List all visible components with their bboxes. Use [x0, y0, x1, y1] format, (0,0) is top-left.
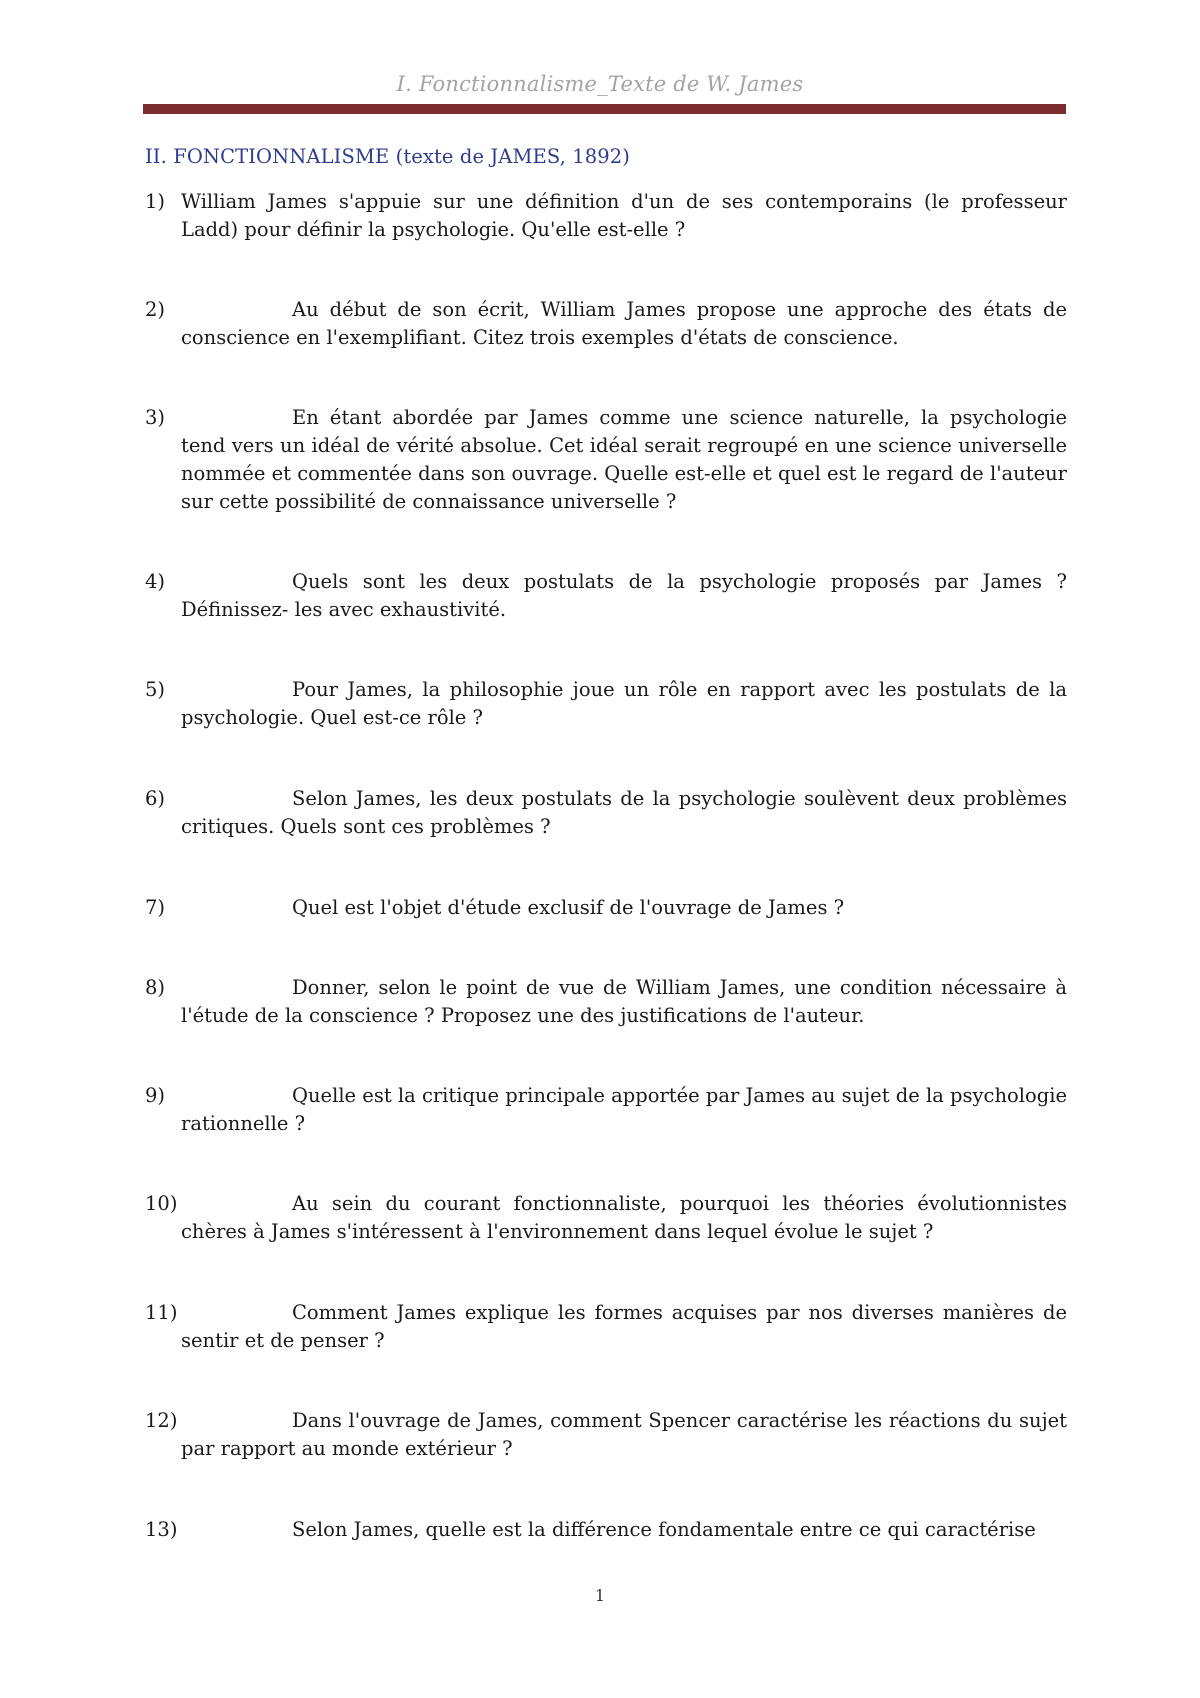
question-number: 4) [145, 570, 166, 593]
question-number: 6) [145, 787, 166, 810]
question-text: Dans l'ouvrage de James, comment Spencer caractérise les réactions du sujet par rapport au monde extérieur ? [181, 1409, 1067, 1460]
question-text: Selon James, quelle est la différence fondamentale entre ce qui caractérise [292, 1518, 1036, 1541]
question-number: 11) [145, 1301, 178, 1324]
question-item [145, 404, 1067, 516]
question-number: 1) [145, 190, 166, 213]
question-text: William James s'appuie sur une définition d'un de ses contemporains (le professeur Ladd) pour définir la psychologie. Qu'elle est-elle ? [181, 190, 1067, 241]
question-text: Donner, selon le point de vue de William James, une condition nécessaire à l'étude de la conscience ? Proposez une des justifications de l'auteur. [181, 976, 1067, 1027]
question-number: 12) [145, 1409, 178, 1432]
question-item [145, 676, 1067, 732]
question-text: Quelle est la critique principale apportée par James au sujet de la psychologie rationnelle ? [181, 1084, 1068, 1135]
question-text: En étant abordée par James comme une science naturelle, la psychologie tend vers un idéal de vérité absolue. Cet idéal serait regroupé en une science universelle nommée et commentée dans son ouvrage. Quelle est-elle et quel est le regard de l'auteur sur cette possibilité de connaissance universelle ? [181, 406, 1067, 513]
question-item [145, 188, 1067, 244]
question-text: Selon James, les deux postulats de la psychologie soulèvent deux problèmes critiques. Quels sont ces problèmes ? [181, 787, 1067, 838]
question-item [145, 974, 1067, 1030]
question-text: Quel est l'objet d'étude exclusif de l'ouvrage de James ? [292, 896, 845, 919]
question-item [145, 785, 1067, 841]
question-number: 10) [145, 1192, 178, 1215]
question-text: Pour James, la philosophie joue un rôle en rapport avec les postulats de la psychologie. Quel est-ce rôle ? [181, 678, 1067, 729]
running-header: I. Fonctionnalisme_Texte de W. James [396, 72, 804, 96]
question-item [145, 568, 1067, 624]
question-item [145, 1407, 1067, 1463]
question-item [145, 1190, 1067, 1246]
page-number: 1 [594, 1586, 606, 1605]
question-text: Au début de son écrit, William James propose une approche des états de conscience en l'exemplifiant. Citez trois exemples d'états de conscience. [181, 298, 1067, 349]
question-number: 7) [145, 896, 166, 919]
question-text: Au sein du courant fonctionnaliste, pourquoi les théories évolutionnistes chères à James s'intéressent à l'environnement dans lequel évolue le sujet ? [181, 1192, 1067, 1243]
question-number: 13) [145, 1518, 178, 1541]
question-number: 2) [145, 298, 166, 321]
question-number: 8) [145, 976, 166, 999]
question-item [145, 1082, 1067, 1138]
question-item [145, 894, 1067, 922]
question-item [145, 1299, 1067, 1355]
question-item [145, 296, 1067, 352]
question-number: 9) [145, 1084, 166, 1107]
question-number: 3) [145, 406, 166, 429]
section-title: II. FONCTIONNALISME (texte de JAMES, 1892) [145, 145, 630, 168]
question-text: Quels sont les deux postulats de la psychologie proposés par James ? Définissez- les avec exhaustivité. [181, 570, 1067, 621]
question-number: 5) [145, 678, 166, 701]
question-text: Comment James explique les formes acquises par nos diverses manières de sentir et de penser ? [181, 1301, 1067, 1352]
question-item [145, 1516, 1067, 1544]
